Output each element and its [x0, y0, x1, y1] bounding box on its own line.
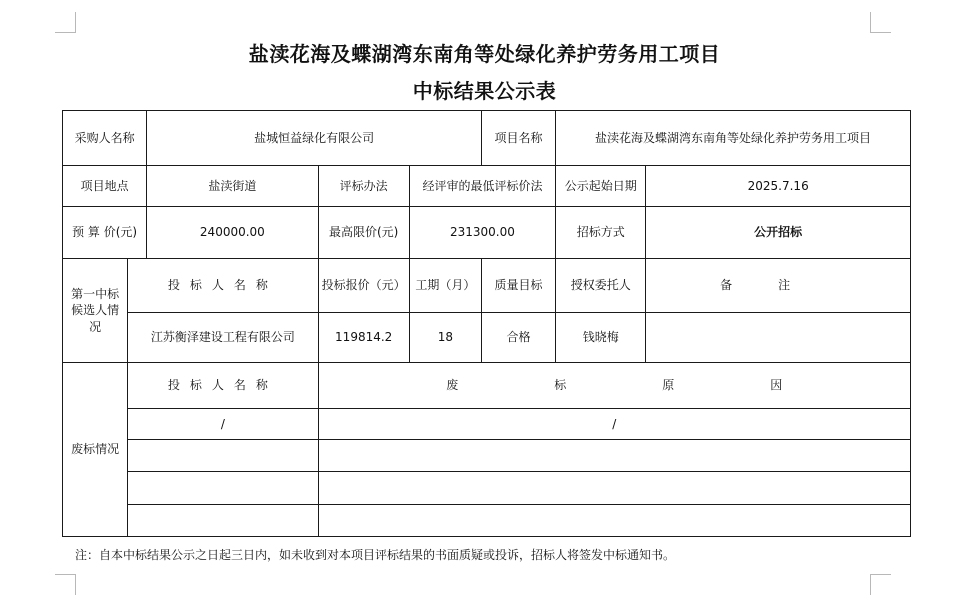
rejected-bidder — [128, 472, 318, 505]
winner-header-bidder: 投标人名称 — [128, 259, 318, 313]
project-name-value: 盐渎花海及蝶湖湾东南角等处绿化养护劳务用工项目 — [556, 111, 911, 166]
project-name-label: 项目名称 — [481, 111, 555, 166]
budget-label: 预 算 价(元) — [63, 207, 147, 259]
winner-price: 119814.2 — [318, 313, 409, 363]
method-label: 评标办法 — [318, 166, 409, 207]
crop-mark-top-right — [870, 12, 891, 33]
rejected-bidder — [128, 505, 318, 537]
rejected-header-bidder: 投标人名称 — [128, 363, 318, 409]
max-price-label: 最高限价(元) — [318, 207, 409, 259]
table-row — [63, 472, 911, 505]
purchaser-value: 盐城恒益绿化有限公司 — [147, 111, 482, 166]
rejected-reason: / — [318, 409, 910, 440]
rejected-reason — [318, 472, 910, 505]
winner-header-agent: 授权委托人 — [556, 259, 646, 313]
budget-value: 240000.00 — [147, 207, 318, 259]
tender-method-label: 招标方式 — [556, 207, 646, 259]
winner-header-period: 工期（月） — [409, 259, 481, 313]
winner-header-quality: 质量目标 — [481, 259, 555, 313]
footnote: 注：自本中标结果公示之日起三日内，如未收到对本项目评标结果的书面质疑或投诉，招标人将签发中标通知书。 — [75, 548, 676, 562]
winner-period: 18 — [409, 313, 481, 363]
winner-quality: 合格 — [481, 313, 555, 363]
location-value: 盐渎街道 — [147, 166, 318, 207]
rejected-reason — [318, 440, 910, 472]
table-row — [63, 166, 911, 207]
document-title: 盐渎花海及蝶湖湾东南角等处绿化养护劳务用工项目 — [248, 42, 721, 66]
winner-header-price: 投标报价（元） — [318, 259, 409, 313]
table-row — [63, 409, 911, 440]
table-row — [63, 313, 911, 363]
table-row — [63, 363, 911, 409]
tender-method-value: 公开招标 — [646, 207, 911, 259]
location-label: 项目地点 — [63, 166, 147, 207]
crop-mark-bottom-left — [55, 574, 76, 595]
table-row — [63, 505, 911, 537]
winner-section-label: 第一中标候选人情况 — [63, 259, 128, 363]
winner-header-remark: 备注 — [646, 259, 911, 313]
method-value: 经评审的最低评标价法 — [409, 166, 555, 207]
rejected-header-reason: 废标原因 — [318, 363, 910, 409]
max-price-value: 231300.00 — [409, 207, 555, 259]
winner-bidder: 江苏衡泽建设工程有限公司 — [128, 313, 318, 363]
rejected-section-label: 废标情况 — [63, 363, 128, 537]
result-table — [62, 110, 911, 537]
crop-mark-bottom-right — [870, 574, 891, 595]
crop-mark-top-left — [55, 12, 76, 33]
rejected-reason — [318, 505, 910, 537]
start-date-value: 2025.7.16 — [646, 166, 911, 207]
rejected-bidder — [128, 440, 318, 472]
document-subtitle: 中标结果公示表 — [412, 79, 557, 103]
rejected-bidder: / — [128, 409, 318, 440]
table-row — [63, 111, 911, 166]
start-date-label: 公示起始日期 — [556, 166, 646, 207]
winner-remark — [646, 313, 911, 363]
table-row — [63, 440, 911, 472]
table-row — [63, 259, 911, 313]
winner-agent: 钱晓梅 — [556, 313, 646, 363]
table-row — [63, 207, 911, 259]
purchaser-label: 采购人名称 — [63, 111, 147, 166]
